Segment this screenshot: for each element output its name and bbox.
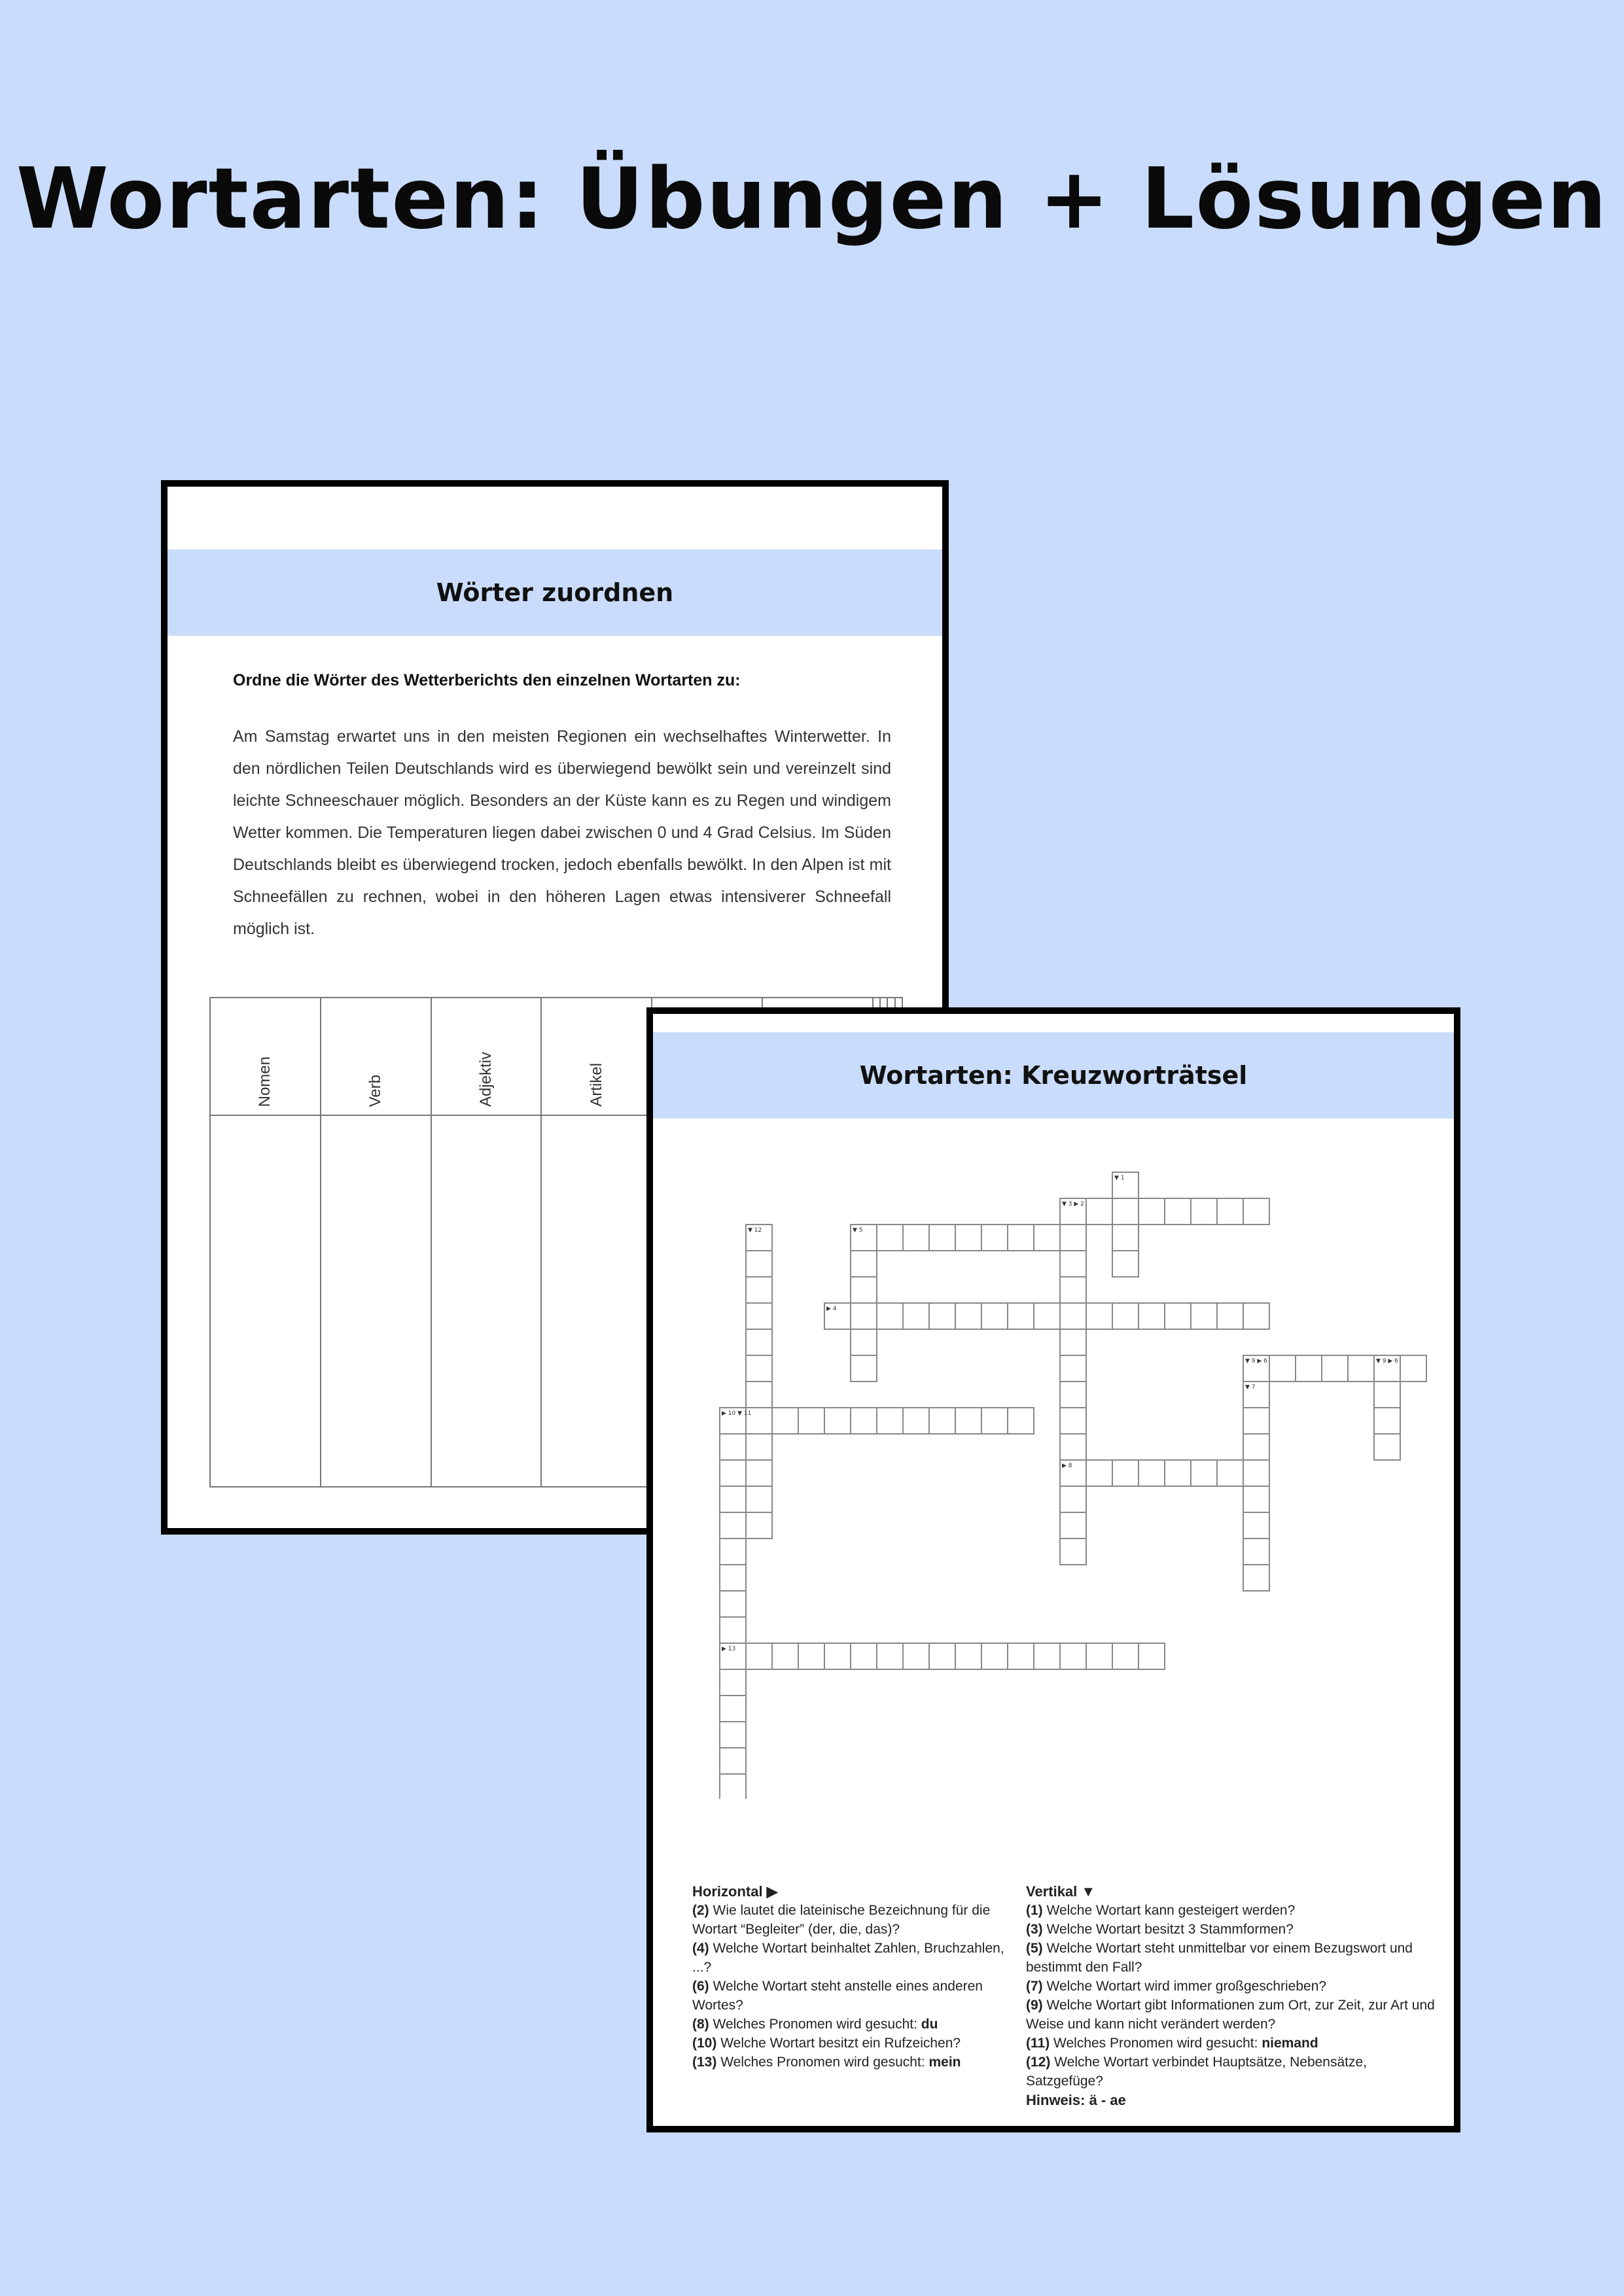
crossword-cell[interactable]: [877, 1408, 903, 1434]
crossword-cell[interactable]: [720, 1434, 746, 1460]
clue-item: (4) Welche Wortart beinhaltet Zahlen, Bruchzahlen, ...?: [692, 1941, 1004, 1975]
crossword-cell[interactable]: [1060, 1486, 1086, 1512]
clue-item: (1) Welche Wortart kann gesteigert werden?: [1026, 1903, 1296, 1918]
crossword-cell[interactable]: [1060, 1225, 1086, 1251]
crossword-cell[interactable]: [798, 1643, 824, 1669]
crossword-cell[interactable]: [1243, 1303, 1269, 1329]
crossword-cell[interactable]: [1243, 1460, 1269, 1486]
crossword-cell[interactable]: [1034, 1225, 1060, 1251]
horizontal-clues-heading: Horizontal ▶: [692, 1883, 778, 1900]
answer-cell[interactable]: [431, 1115, 542, 1487]
crossword-cell[interactable]: [1243, 1434, 1269, 1460]
crossword-cell[interactable]: [1139, 1460, 1165, 1486]
crossword-cell[interactable]: [1165, 1303, 1191, 1329]
vertical-clues: [1026, 1882, 1445, 2110]
crossword-cell[interactable]: [981, 1303, 1008, 1329]
crossword-cell[interactable]: [1060, 1434, 1086, 1460]
crossword-cell[interactable]: [1112, 1303, 1139, 1329]
weather-report-text: Am Samstag erwartet uns in den meisten Regionen ein wechselhaftes Winterwetter. In den nördlichen Teilen Deutschlands wird es überwiegend bewölkt sein und vereinzelt sind leichte Schneeschauer möglich. Besonders an der Küste kann es zu Regen und windigem Wetter kommen. Die Temperaturen liegen dabei zwischen 0 und 4 Grad Celsius. Im Süden Deutschlands bleibt es überwiegend trocken, jedoch ebenfalls bewölkt. In den Alpen ist mit Schneefällen zu rechnen, wobei in den höheren Lagen etwas intensiverer Schneefall möglich ist.: [233, 727, 891, 938]
answer-cell[interactable]: [210, 1115, 321, 1487]
crossword-clue-number: ▼ 9 ▶ 6: [1376, 1358, 1398, 1365]
worksheet-heading-band: [168, 549, 942, 636]
crossword-cell[interactable]: [746, 1251, 772, 1277]
crossword-cell[interactable]: [929, 1303, 955, 1329]
horizontal-clues: [692, 1882, 1019, 2072]
clue-item: (5) Welche Wortart steht unmittelbar vor einem Bezugswort und bestimmt den Fall?: [1026, 1941, 1413, 1975]
clue-item: (3) Welche Wortart besitzt 3 Stammformen?: [1026, 1922, 1294, 1937]
crossword-cell[interactable]: [851, 1303, 877, 1329]
crossword-clue-number: ▼ 12: [748, 1227, 762, 1234]
crossword-cell[interactable]: [955, 1225, 981, 1251]
clue-item: (12) Welche Wortart verbindet Hauptsätze, Nebensätze, Satzgefüge?: [1026, 2055, 1368, 2089]
crossword-cell[interactable]: [746, 1277, 772, 1303]
crossword-cell[interactable]: [720, 1748, 746, 1774]
crossword-cell[interactable]: [1060, 1512, 1086, 1539]
crossword-cell[interactable]: [955, 1303, 981, 1329]
crossword-cell[interactable]: [1374, 1382, 1400, 1408]
crossword-cell[interactable]: [746, 1355, 772, 1382]
crossword-cell[interactable]: [1060, 1355, 1086, 1382]
clue-item: (11) Welches Pronomen wird gesucht: niemand: [1026, 2036, 1318, 2051]
worksheet-crossword: [646, 1007, 1460, 2132]
crossword-cell[interactable]: [981, 1408, 1008, 1434]
crossword-cell[interactable]: [929, 1408, 955, 1434]
answer-cell[interactable]: [541, 1115, 652, 1487]
crossword-cell[interactable]: [1296, 1355, 1322, 1382]
crossword-cell[interactable]: [824, 1408, 851, 1434]
crossword-cell[interactable]: [903, 1408, 929, 1434]
crossword-clue-number: ▶ 13: [722, 1646, 736, 1652]
crossword-cell[interactable]: [1269, 1355, 1296, 1382]
crossword-cell[interactable]: [1243, 1198, 1269, 1225]
crossword-cell[interactable]: [746, 1303, 772, 1329]
crossword-cell[interactable]: [851, 1251, 877, 1277]
crossword-cell[interactable]: [720, 1617, 746, 1643]
crossword-cell[interactable]: [955, 1408, 981, 1434]
crossword-cell[interactable]: [1243, 1486, 1269, 1512]
crossword-cell[interactable]: [772, 1643, 798, 1669]
worksheet-heading: Wortarten: Kreuzworträtsel: [859, 1061, 1248, 1090]
crossword-cell[interactable]: [1086, 1643, 1112, 1669]
crossword-cell[interactable]: [851, 1355, 877, 1382]
crossword-cell[interactable]: [929, 1225, 955, 1251]
crossword-cell[interactable]: [1060, 1643, 1086, 1669]
crossword-cell[interactable]: [746, 1643, 772, 1669]
crossword-cell[interactable]: [1165, 1198, 1191, 1225]
crossword-cell[interactable]: [1139, 1198, 1165, 1225]
crossword-cell[interactable]: [720, 1591, 746, 1617]
crossword-cell[interactable]: [720, 1722, 746, 1748]
vertical-clues-heading: Vertikal ▼: [1026, 1883, 1096, 1900]
clue-item: (6) Welche Wortart steht anstelle eines anderen Wortes?: [692, 1979, 983, 2013]
crossword-cell[interactable]: [1086, 1460, 1112, 1486]
crossword-cell[interactable]: [1322, 1355, 1348, 1382]
crossword-cell[interactable]: [1165, 1460, 1191, 1486]
crossword-clue-number: ▼ 9 ▶ 6: [1245, 1358, 1267, 1365]
crossword-clue-number: ▶ 10 ▼ 11: [722, 1410, 752, 1417]
crossword-cell[interactable]: [1243, 1539, 1269, 1565]
clue-item: (10) Welche Wortart besitzt ein Rufzeichen?: [692, 2036, 961, 2051]
crossword-cell[interactable]: [746, 1512, 772, 1539]
crossword-cell[interactable]: [720, 1539, 746, 1565]
crossword-cell[interactable]: [1060, 1277, 1086, 1303]
crossword-cell[interactable]: [903, 1643, 929, 1669]
crossword-cell[interactable]: [1112, 1251, 1139, 1277]
crossword-cell[interactable]: [1112, 1460, 1139, 1486]
crossword-cell[interactable]: [1374, 1408, 1400, 1434]
instruction-text: Ordne die Wörter des Wetterberichts den einzelnen Wortarten zu:: [233, 671, 741, 689]
crossword-cell[interactable]: [1217, 1198, 1243, 1225]
crossword-cell[interactable]: [720, 1460, 746, 1486]
clue-item: (8) Welches Pronomen wird gesucht: du: [692, 2017, 938, 2032]
page-title: Wortarten: Übungen + Lösungen: [16, 150, 1608, 248]
crossword-cell[interactable]: [1086, 1198, 1112, 1225]
clue-item: (7) Welche Wortart wird immer großgeschrieben?: [1026, 1979, 1327, 1994]
crossword-cell[interactable]: [1112, 1643, 1139, 1669]
crossword-clue-number: ▶ 8: [1062, 1463, 1072, 1469]
crossword-clue-number: ▼ 3 ▶ 2: [1062, 1201, 1084, 1208]
crossword-clue-number: ▶ 4: [826, 1306, 837, 1312]
crossword-cell[interactable]: [1243, 1565, 1269, 1591]
crossword-cell[interactable]: [720, 1486, 746, 1512]
column-header: Adjektiv: [431, 998, 542, 1115]
clue-item: (13) Welches Pronomen wird gesucht: mein: [692, 2055, 961, 2070]
column-header: Verb: [321, 998, 431, 1115]
crossword-cell[interactable]: [746, 1382, 772, 1408]
crossword-cell[interactable]: [1139, 1643, 1165, 1669]
crossword-clue-number: ▼ 1: [1114, 1175, 1125, 1181]
worksheet-heading: Wörter zuordnen: [436, 578, 674, 607]
crossword-cell[interactable]: [1086, 1303, 1112, 1329]
crossword-cell[interactable]: [903, 1303, 929, 1329]
crossword-cell[interactable]: [720, 1512, 746, 1539]
crossword-cell[interactable]: [1191, 1460, 1217, 1486]
crossword-cell[interactable]: [720, 1565, 746, 1591]
crossword-clue-number: ▼ 5: [853, 1227, 863, 1234]
crossword-cell[interactable]: [1060, 1303, 1086, 1329]
crossword-cell[interactable]: [851, 1329, 877, 1355]
crossword-cell[interactable]: [1008, 1303, 1034, 1329]
crossword-cell[interactable]: [1060, 1329, 1086, 1355]
crossword-cell[interactable]: [1400, 1355, 1426, 1382]
crossword-cell[interactable]: [746, 1329, 772, 1355]
hint-text: Hinweis: ä - ae: [1026, 2092, 1126, 2108]
crossword-cell[interactable]: [1191, 1198, 1217, 1225]
crossword-cell[interactable]: [929, 1643, 955, 1669]
crossword-cell[interactable]: [1112, 1225, 1139, 1251]
crossword-cell[interactable]: [1374, 1434, 1400, 1460]
crossword-cell[interactable]: [1139, 1303, 1165, 1329]
crossword-cell[interactable]: [1060, 1539, 1086, 1565]
crossword-cell[interactable]: [798, 1408, 824, 1434]
clue-item: (2) Wie lautet die lateinische Bezeichnung für die Wortart “Begleiter” (der, die, das)?: [692, 1903, 991, 1937]
crossword-cell[interactable]: [720, 1669, 746, 1696]
answer-cell[interactable]: [321, 1115, 431, 1487]
crossword-cell[interactable]: [720, 1774, 746, 1799]
crossword-cell[interactable]: [877, 1303, 903, 1329]
crossword-cell[interactable]: [746, 1486, 772, 1512]
crossword-cell[interactable]: [1034, 1643, 1060, 1669]
crossword-cell[interactable]: [1008, 1225, 1034, 1251]
crossword-cell[interactable]: [1243, 1512, 1269, 1539]
crossword-grid: [653, 1014, 1460, 1799]
crossword-cell[interactable]: [1034, 1303, 1060, 1329]
column-header: Artikel: [541, 998, 652, 1115]
crossword-cell[interactable]: [746, 1434, 772, 1460]
clue-item: (9) Welche Wortart gibt Informationen zum Ort, zur Zeit, zur Art und Weise und kann nicht verändert werden?: [1026, 1998, 1435, 2032]
crossword-cell[interactable]: [981, 1225, 1008, 1251]
column-header: Nomen: [210, 998, 321, 1115]
crossword-cell[interactable]: [1348, 1355, 1374, 1382]
crossword-cell[interactable]: [877, 1643, 903, 1669]
crossword-cell[interactable]: [1060, 1408, 1086, 1434]
crossword-cell[interactable]: [1008, 1643, 1034, 1669]
crossword-cell[interactable]: [772, 1408, 798, 1434]
crossword-cell[interactable]: [903, 1225, 929, 1251]
crossword-cell[interactable]: [720, 1696, 746, 1722]
crossword-cell[interactable]: [955, 1643, 981, 1669]
crossword-cell[interactable]: [877, 1225, 903, 1251]
crossword-cell[interactable]: [1112, 1198, 1139, 1225]
crossword-cell[interactable]: [981, 1643, 1008, 1669]
crossword-cell[interactable]: [824, 1643, 851, 1669]
crossword-cell[interactable]: [851, 1408, 877, 1434]
crossword-cell[interactable]: [1060, 1382, 1086, 1408]
crossword-cell[interactable]: [746, 1460, 772, 1486]
crossword-cell[interactable]: [1191, 1303, 1217, 1329]
crossword-cell[interactable]: [1008, 1408, 1034, 1434]
crossword-cell[interactable]: [1243, 1408, 1269, 1434]
crossword-clue-number: ▼ 7: [1245, 1384, 1256, 1391]
crossword-cell[interactable]: [851, 1643, 877, 1669]
crossword-cell[interactable]: [1217, 1303, 1243, 1329]
crossword-cell[interactable]: [1060, 1251, 1086, 1277]
crossword-cell[interactable]: [1217, 1460, 1243, 1486]
crossword-cell[interactable]: [851, 1277, 877, 1303]
